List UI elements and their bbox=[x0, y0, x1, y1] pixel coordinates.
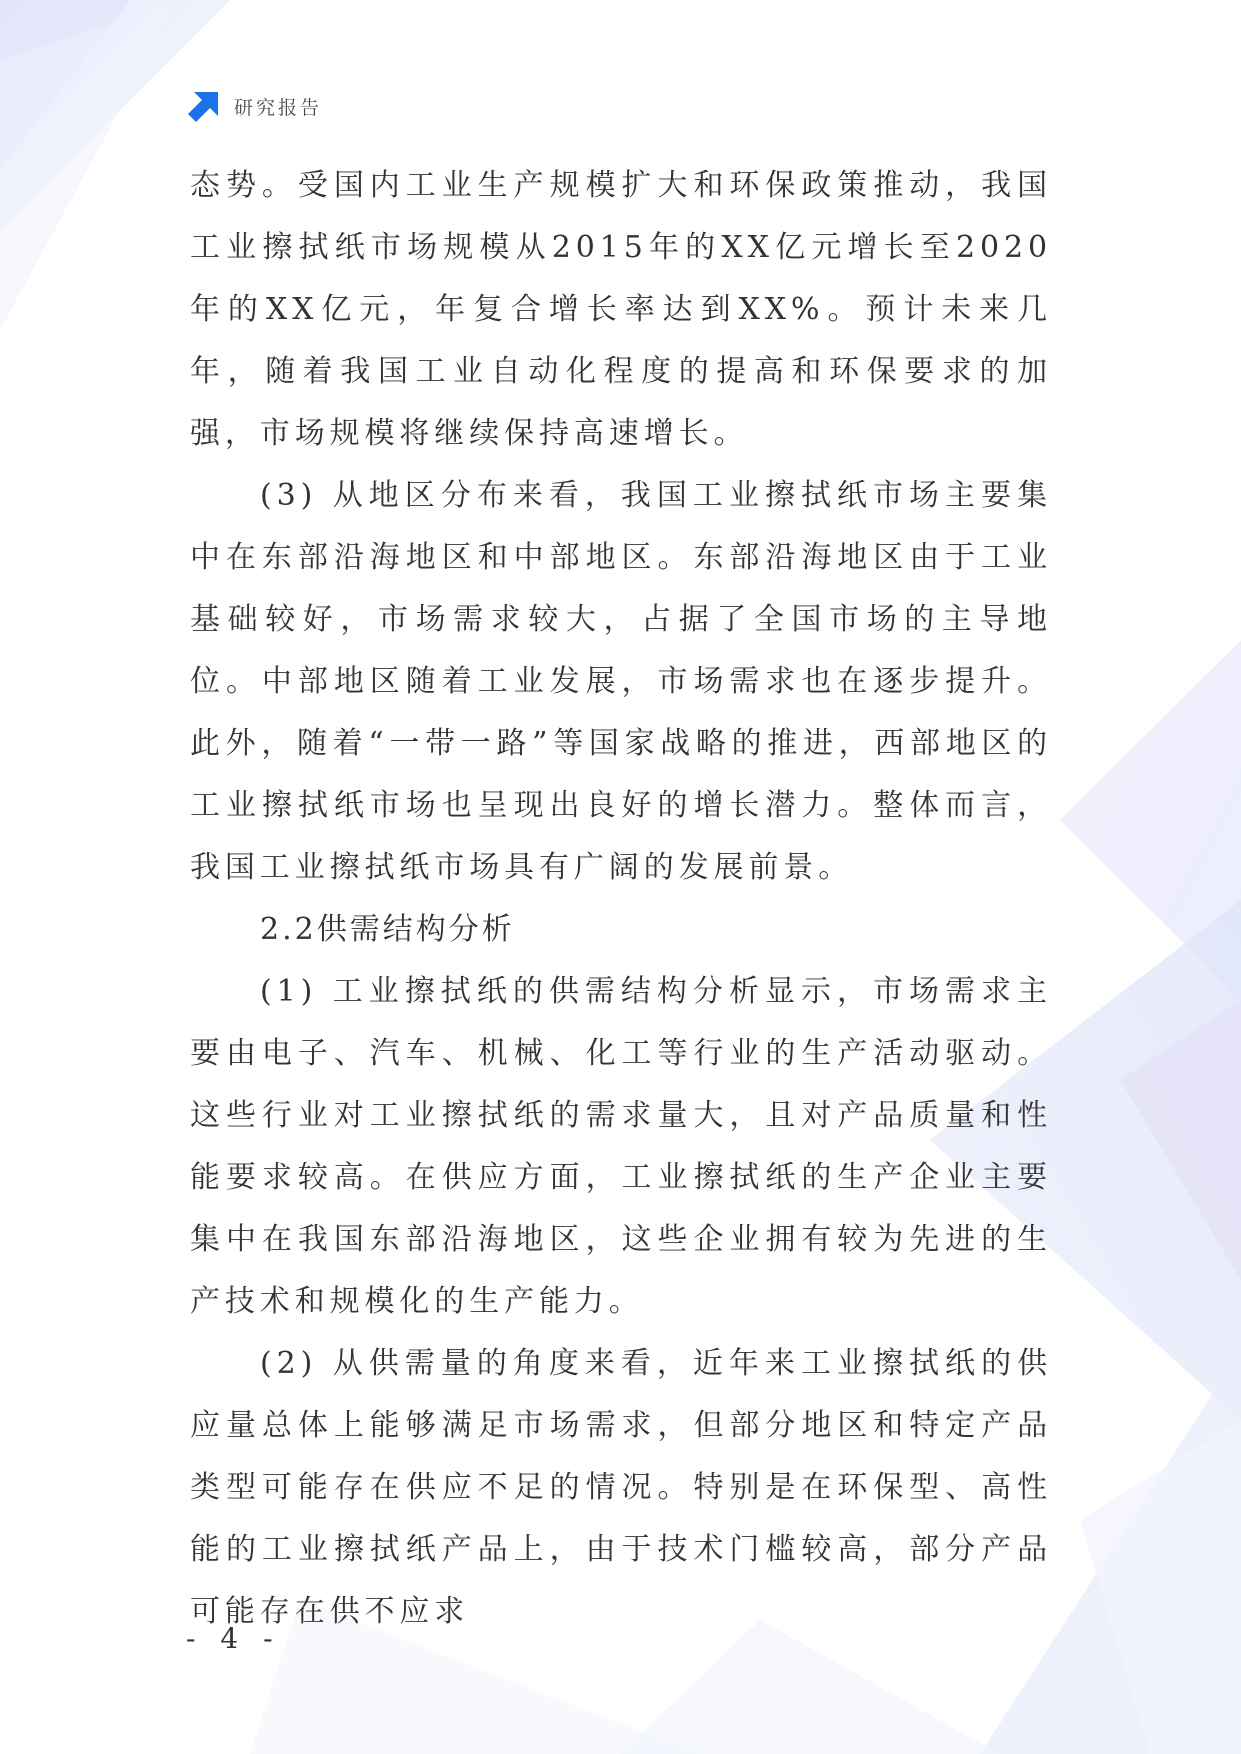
report-label: 研究报告 bbox=[234, 96, 323, 119]
report-header bbox=[186, 88, 322, 124]
arrow-up-right-icon bbox=[186, 88, 222, 124]
page-number: - 4 - bbox=[186, 1622, 281, 1655]
paragraph-supply-volume: (2) 从供需量的角度来看，近年来工业擦拭纸的供应量总体上能够满足市场需求，但部分地区和特定产品类型可能存在供应不足的情况。特别是在环保型、高性能的工业擦拭纸产品上，由于技术门槛较高，部分产品可能存在供不应求 bbox=[190, 1346, 1052, 1629]
document-body bbox=[190, 155, 1052, 1643]
paragraph-regional-distribution: (3) 从地区分布来看，我国工业擦拭纸市场主要集中在东部沿海地区和中部地区。东部沿海地区由于工业基础较好，市场需求较大，占据了全国市场的主导地位。中部地区随着工业发展，市场需求也在逐步提升。此外，随着“一带一路”等国家战略的推进，西部地区的工业擦拭纸市场也呈现出良好的增长潜力。整体而言，我国工业擦拭纸市场具有广阔的发展前景。 bbox=[190, 478, 1052, 885]
paragraph-continuation: 态势。受国内工业生产规模扩大和环保政策推动，我国工业擦拭纸市场规模从2015年的XX亿元增长至2020年的XX亿元，年复合增长率达到XX%。预计未来几年，随着我国工业自动化程度的提高和环保要求的加强，市场规模将继续保持高速增长。 bbox=[190, 168, 1052, 451]
section-heading: 2.2供需结构分析 bbox=[260, 912, 515, 947]
paragraph-supply-demand-structure: (1) 工业擦拭纸的供需结构分析显示，市场需求主要由电子、汽车、机械、化工等行业的生产活动驱动。这些行业对工业擦拭纸的需求量大，且对产品质量和性能要求较高。在供应方面，工业擦拭纸的生产企业主要集中在我国东部沿海地区，这些企业拥有较为先进的生产技术和规模化的生产能力。 bbox=[190, 974, 1052, 1319]
